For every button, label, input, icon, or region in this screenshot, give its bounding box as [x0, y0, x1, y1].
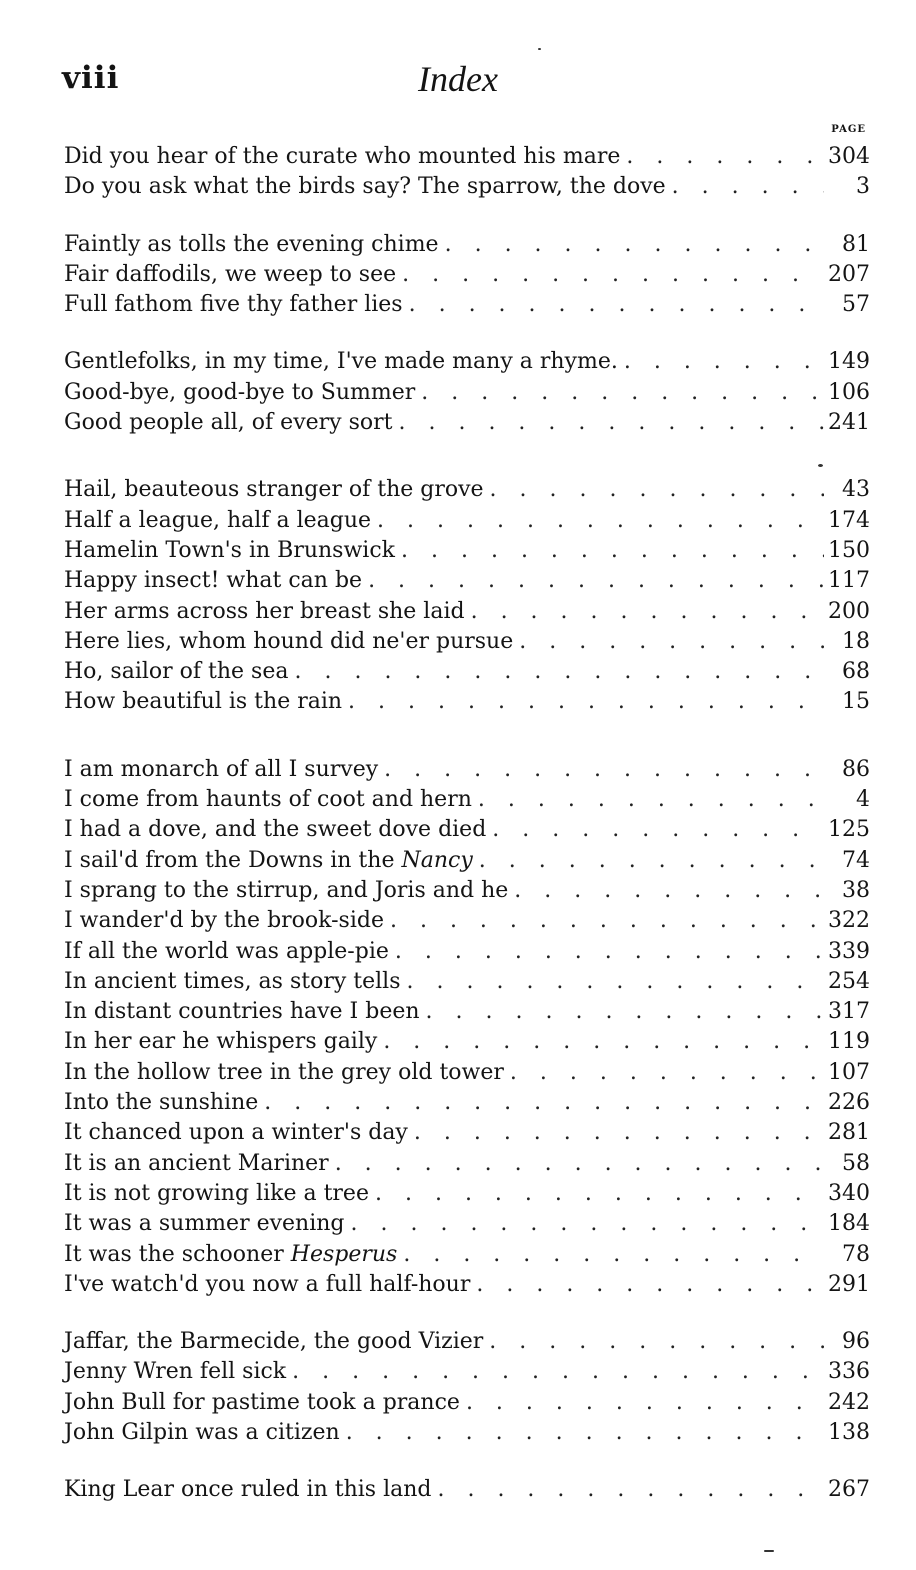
- dot-leader: [397, 1240, 824, 1270]
- entry-page: 150: [828, 537, 870, 563]
- entry-title: Did you hear of the curate who mounted his mare: [64, 144, 621, 169]
- entry-page: 322: [828, 908, 870, 934]
- entry-page: 4: [856, 787, 870, 813]
- entry-page: 254: [828, 968, 870, 994]
- dot-leader: [666, 172, 824, 202]
- index-entry: [64, 1327, 870, 1357]
- index-entry: [64, 815, 870, 845]
- index-entry: [64, 260, 870, 290]
- entry-title: Hail, beauteous stranger of the grove: [64, 477, 484, 503]
- dot-leader: [329, 1149, 824, 1179]
- index-entry: [64, 657, 870, 687]
- index-entry: [64, 1388, 870, 1418]
- entry-title-roman: It was the schooner: [64, 1241, 284, 1267]
- entry-page: 57: [842, 292, 870, 318]
- index-entry: [64, 1418, 870, 1448]
- entry-title: In her ear he whispers gaily: [64, 1029, 378, 1055]
- entry-title-italic: Hesperus: [290, 1241, 398, 1267]
- index-entry: [64, 475, 870, 505]
- dot-leader: [470, 1270, 824, 1300]
- dot-leader: [286, 1357, 824, 1387]
- entry-title: Ho, sailor of the sea: [64, 659, 289, 685]
- dot-leader: [258, 1088, 824, 1118]
- entry-page: 18: [842, 628, 870, 654]
- entry-page: 281: [828, 1120, 870, 1146]
- entry-title: If all the world was apple-pie: [64, 938, 389, 964]
- entry-page: 242: [828, 1389, 870, 1415]
- entry-title-roman: I sail'd from the Downs in the: [64, 847, 395, 873]
- dot-leader: [508, 876, 824, 906]
- dot-leader: [340, 1418, 824, 1448]
- index-entry: [64, 378, 870, 408]
- index-entry: [64, 1118, 870, 1148]
- entry-page: 86: [842, 756, 870, 782]
- dot-leader: [342, 687, 824, 717]
- page-title: Index: [418, 59, 498, 99]
- entry-title: In ancient times, as story tells: [64, 968, 401, 994]
- entry-page: 241: [828, 410, 870, 436]
- entry-page: 81: [842, 231, 870, 257]
- index-entry: [64, 142, 870, 172]
- entry-page: 184: [828, 1211, 870, 1237]
- entry-title: Half a league, half a league: [64, 507, 372, 533]
- entry-title: Here lies, whom hound did ne'er pursue: [64, 628, 514, 654]
- entry-page: 78: [842, 1241, 870, 1267]
- entry-page: 125: [828, 817, 870, 843]
- index-entry: [64, 876, 870, 906]
- entry-title: I sprang to the stirrup, and Joris and he: [64, 877, 509, 903]
- dot-leader: [369, 1179, 824, 1209]
- dot-leader: [377, 1027, 824, 1057]
- dot-leader: [396, 260, 824, 290]
- page-column-label: PAGE: [831, 124, 866, 135]
- index-entry: [64, 937, 870, 967]
- index-entry: [64, 1088, 870, 1118]
- entry-page: 58: [842, 1150, 870, 1176]
- index-entry: [64, 1475, 870, 1505]
- dot-leader: [431, 1475, 824, 1505]
- entry-page: 207: [828, 261, 870, 287]
- scan-speck: [764, 1550, 774, 1552]
- entry-page: 74: [842, 847, 870, 873]
- dot-leader: [618, 347, 824, 377]
- dot-leader: [486, 815, 824, 845]
- dot-leader: [389, 937, 824, 967]
- dot-leader: [371, 506, 824, 536]
- entry-title: King Lear once ruled in this land: [64, 1477, 432, 1503]
- entry-page: 68: [842, 659, 870, 685]
- index-entry: [64, 290, 870, 320]
- entry-title: It is not growing like a tree: [64, 1180, 369, 1206]
- dot-leader: [384, 906, 824, 936]
- scan-speck: [538, 48, 541, 50]
- scan-speck: [818, 464, 823, 467]
- entry-title: It is an ancient Mariner: [64, 1150, 329, 1176]
- dot-leader: [415, 378, 824, 408]
- entry-page: 174: [828, 507, 870, 533]
- entry-page: 336: [828, 1359, 870, 1385]
- entry-title: It was a summer evening: [64, 1211, 345, 1237]
- entry-title: I had a dove, and the sweet dove died: [64, 817, 487, 843]
- dot-leader: [408, 1118, 824, 1148]
- entry-title: How beautiful is the rain: [64, 689, 343, 715]
- entry-page: 96: [842, 1329, 870, 1355]
- entry-title: In distant countries have I been: [64, 999, 420, 1025]
- entry-title: Good-bye, good-bye to Summer: [64, 379, 416, 405]
- index-entry: [64, 1270, 870, 1300]
- dot-leader: [472, 785, 824, 815]
- entry-title: Jaffar, the Barmecide, the good Vizier: [64, 1329, 484, 1355]
- entry-title: I come from haunts of coot and hern: [64, 787, 472, 813]
- index-entry: [64, 1179, 870, 1209]
- index-entry: [64, 597, 870, 627]
- entry-title: John Gilpin was a citizen: [64, 1419, 340, 1445]
- page-number: viii: [62, 60, 120, 96]
- entry-title: Full fathom five thy father lies: [64, 292, 403, 318]
- entry-title: Happy insect! what can be: [64, 568, 363, 594]
- entry-page: 3: [856, 174, 870, 200]
- index-entry: [64, 408, 870, 438]
- entry-page: 117: [828, 568, 870, 594]
- index-entry: [64, 846, 870, 876]
- entry-title: Her arms across her breast she laid: [64, 598, 465, 624]
- entry-page: 200: [828, 598, 870, 624]
- dot-leader: [392, 408, 824, 438]
- entry-title: [64, 846, 473, 876]
- index-entry: [64, 1058, 870, 1088]
- entry-title: I wander'd by the brook-side: [64, 908, 384, 934]
- index-entry: [64, 1209, 870, 1239]
- entry-page: 291: [828, 1271, 870, 1297]
- entry-title: John Bull for pastime took a prance: [64, 1389, 460, 1415]
- entry-page: 267: [828, 1477, 870, 1503]
- entry-page: 317: [828, 999, 870, 1025]
- index-entry: [64, 536, 870, 566]
- index-entry: [64, 1240, 870, 1270]
- entry-page: 226: [828, 1090, 870, 1116]
- entry-page: 119: [828, 1029, 870, 1055]
- dot-leader: [513, 627, 824, 657]
- dot-leader: [420, 997, 824, 1027]
- entry-title: Good people all, of every sort: [64, 410, 393, 436]
- entry-page: 43: [842, 477, 870, 503]
- index-entry-list: [64, 142, 870, 1506]
- entry-page: 149: [828, 349, 870, 375]
- entry-page: 106: [828, 379, 870, 405]
- index-entry: [64, 997, 870, 1027]
- dot-leader: [395, 536, 824, 566]
- entry-page: 138: [828, 1419, 870, 1445]
- index-entry: [64, 172, 870, 202]
- dot-leader: [401, 967, 825, 997]
- entry-title: Into the sunshine: [64, 1090, 259, 1116]
- entry-page: 304: [828, 144, 870, 169]
- index-entry: [64, 230, 870, 260]
- dot-leader: [465, 597, 824, 627]
- entry-page: 107: [828, 1059, 870, 1085]
- dot-leader: [439, 230, 824, 260]
- dot-leader: [345, 1209, 825, 1239]
- entry-title: Gentlefolks, in my time, I've made many a rhyme.: [64, 349, 618, 375]
- index-entry: [64, 687, 870, 717]
- entry-title: In the hollow tree in the grey old tower: [64, 1059, 504, 1085]
- entry-page: 38: [842, 877, 870, 903]
- dot-leader: [620, 142, 824, 172]
- entry-page: 15: [842, 689, 870, 715]
- entry-title: [64, 1240, 397, 1270]
- index-entry: [64, 347, 870, 377]
- entry-page: 340: [828, 1180, 870, 1206]
- index-entry: [64, 1027, 870, 1057]
- entry-title: Faintly as tolls the evening chime: [64, 231, 439, 257]
- entry-title: Hamelin Town's in Brunswick: [64, 537, 395, 563]
- index-entry: [64, 627, 870, 657]
- dot-leader: [460, 1388, 824, 1418]
- entry-title-italic: Nancy: [401, 847, 473, 873]
- entry-title: I am monarch of all I survey: [64, 756, 379, 782]
- index-entry: [64, 785, 870, 815]
- index-entry: [64, 1357, 870, 1387]
- entry-title: It chanced upon a winter's day: [64, 1120, 408, 1146]
- dot-leader: [484, 475, 824, 505]
- entry-page: 339: [828, 938, 870, 964]
- entry-title: Fair daffodils, we weep to see: [64, 261, 397, 287]
- index-entry: [64, 506, 870, 536]
- index-entry: [64, 755, 870, 785]
- entry-title: Jenny Wren fell sick: [64, 1359, 287, 1385]
- entry-title: Do you ask what the birds say? The sparrow, the dove: [64, 174, 666, 200]
- index-entry: [64, 967, 870, 997]
- dot-leader: [504, 1058, 824, 1088]
- index-entry: [64, 566, 870, 596]
- dot-leader: [473, 846, 824, 876]
- entry-title: I've watch'd you now a full half-hour: [64, 1271, 471, 1297]
- index-entry: [64, 1149, 870, 1179]
- dot-leader: [288, 657, 824, 687]
- dot-leader: [403, 290, 824, 320]
- dot-leader: [483, 1327, 824, 1357]
- dot-leader: [378, 755, 824, 785]
- index-entry: [64, 906, 870, 936]
- dot-leader: [362, 566, 824, 596]
